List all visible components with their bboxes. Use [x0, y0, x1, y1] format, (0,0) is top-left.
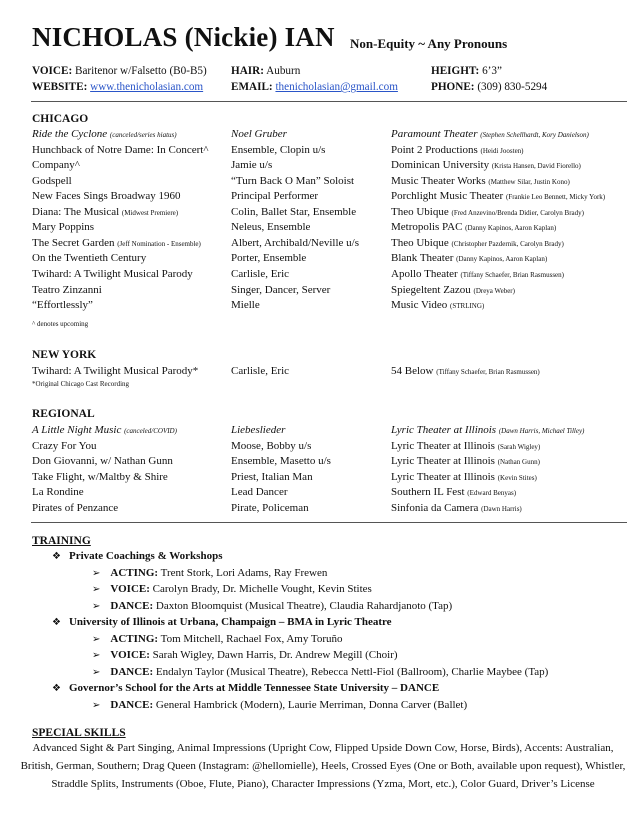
show-note: (Midwest Premiere) [121, 208, 179, 217]
credit-show [32, 268, 193, 280]
credit-venue [391, 252, 547, 264]
role-name: Carlisle, Eric [231, 267, 290, 280]
credit-role [231, 221, 310, 233]
credit-row [32, 252, 628, 267]
section-heading-regional: REGIONAL [32, 408, 95, 420]
role-name: Mielle [231, 299, 260, 312]
training-category: DANCE: [110, 698, 154, 711]
credit-row [32, 440, 628, 455]
role-name: Pirate, Policeman [231, 501, 309, 514]
diamond-bullet-icon: ❖ [52, 551, 61, 562]
venue-name: Paramount Theater [391, 128, 478, 140]
credit-show [32, 252, 146, 264]
venue-note: (Danny Kapinos, Aaron Kaplan) [456, 255, 548, 264]
venue-note: (Sarah Wigley) [497, 442, 541, 451]
credit-role [231, 252, 306, 264]
venue-note: (Edward Benyas) [467, 489, 517, 498]
voice-label: VOICE: [32, 65, 73, 77]
role-name: Ensemble, Clopin u/s [231, 143, 326, 156]
venue-note: (Danny Kapinos, Aaron Kaplan) [465, 224, 557, 233]
voice-value: Baritenor w/Falsetto (B0-B5) [74, 65, 207, 77]
show-title: The Secret Garden [32, 236, 115, 249]
venue-note: (Tiffany Schaefer, Brian Rasmussen) [436, 368, 540, 376]
training-item [92, 633, 343, 645]
credit-role [231, 455, 331, 467]
venue-name: 54 Below [391, 365, 434, 377]
show-title: Ride the Cyclone [32, 128, 108, 140]
venue-name: Southern IL Fest [391, 486, 465, 499]
training-group [52, 682, 439, 694]
credit-venue [391, 424, 584, 436]
credit-row [32, 471, 628, 486]
role-name: Lead Dancer [231, 486, 288, 499]
credit-row [32, 237, 628, 252]
venue-name: Lyric Theater at Illinois [391, 424, 497, 436]
hair-label: HAIR: [231, 65, 264, 77]
show-note: (canceled/COVID) [124, 427, 177, 435]
venue-name: Lyric Theater at Illinois [391, 455, 495, 468]
role-name: Noel Gruber [231, 128, 287, 140]
show-title: Teatro Zinzanni [32, 283, 102, 296]
credit-role [231, 175, 354, 187]
training-category: VOICE: [110, 583, 150, 595]
show-title: Pirates of Penzance [32, 501, 119, 514]
training-group-title: Governor’s School for the Arts at Middle Tennessee State University – DANCE [68, 682, 440, 694]
role-name: Singer, Dancer, Server [231, 283, 331, 296]
venue-name: Music Theater Works [391, 174, 486, 187]
hair-value: Auburn [266, 65, 301, 77]
arrow-bullet-icon: ➢ [92, 633, 101, 645]
training-teachers: Sarah Wigley, Dawn Harris, Dr. Andrew Megill (Choir) [152, 649, 398, 661]
venue-name: Theo Ubique [391, 205, 449, 218]
show-title: Twihard: A Twilight Musical Parody* [32, 365, 199, 377]
training-category: VOICE: [110, 649, 150, 661]
venue-name: Point 2 Productions [391, 143, 478, 156]
credit-row [32, 175, 628, 190]
diamond-bullet-icon: ❖ [52, 683, 61, 694]
credit-row [32, 365, 628, 380]
credit-row [32, 486, 628, 501]
resume-name: NICHOLAS (Nickie) IAN [32, 22, 335, 52]
section-heading-skills: SPECIAL SKILLS [32, 727, 126, 739]
credit-role [231, 365, 289, 377]
footnote-upcoming: ^ denotes upcoming [32, 320, 89, 328]
website-info [32, 81, 203, 93]
credit-show [32, 128, 177, 140]
show-note: (canceled/series hiatus) [109, 131, 177, 139]
credit-role [231, 502, 309, 514]
credit-role [231, 471, 313, 483]
show-title: New Faces Sings Broadway 1960 [32, 190, 181, 203]
credit-venue [391, 471, 537, 483]
venue-note: (Fred Anzevino/Brenda Didier, Carolyn Brady) [451, 208, 584, 217]
credit-venue [391, 455, 540, 467]
training-item [92, 567, 327, 579]
show-title: Crazy For You [32, 439, 97, 452]
credit-venue [391, 284, 515, 296]
venue-note: (Nathan Gunn) [497, 458, 540, 467]
role-name: Albert, Archibald/Neville u/s [231, 236, 359, 249]
credit-role [231, 144, 325, 156]
training-group-title: University of Illinois at Urbana, Champaign – BMA in Lyric Theatre [68, 616, 392, 628]
training-group [52, 616, 392, 628]
credit-role [231, 268, 289, 280]
credit-venue [391, 221, 556, 233]
credit-venue [391, 486, 516, 498]
training-teachers: Daxton Bloomquist (Musical Theatre), Claudia Rahardjanoto (Tap) [155, 599, 453, 612]
credit-venue [391, 175, 570, 187]
training-teachers: Endalyn Taylor (Musical Theatre), Rebecca Nettl-Fiol (Ballroom), Charlie Maybee (Tap) [155, 665, 549, 678]
arrow-bullet-icon: ➢ [92, 699, 101, 711]
venue-note: (Dreya Weber) [473, 286, 515, 295]
credit-row [32, 128, 628, 143]
height-info [431, 65, 502, 77]
role-name: Carlisle, Eric [231, 365, 290, 377]
credit-venue [391, 440, 540, 452]
show-title: Take Flight, w/Maltby & Shire [32, 470, 168, 483]
divider [31, 522, 627, 523]
arrow-bullet-icon: ➢ [92, 600, 101, 612]
role-name: Colin, Ballet Star, Ensemble [231, 205, 357, 218]
training-category: ACTING: [110, 566, 159, 579]
credit-role [231, 299, 260, 311]
role-name: Moose, Bobby u/s [231, 439, 312, 452]
voice-info [32, 65, 207, 77]
height-label: HEIGHT: [431, 65, 480, 77]
website-label: WEBSITE: [32, 81, 88, 93]
venue-name: Blank Theater [391, 252, 454, 265]
show-title: Don Giovanni, w/ Nathan Gunn [32, 455, 173, 468]
credit-role [231, 440, 311, 452]
credit-show [32, 365, 198, 377]
venue-note: (Stephen Schellhardt, Kory Danielson) [480, 131, 589, 139]
show-title: Diana: The Musical [32, 205, 120, 218]
credit-role [231, 424, 285, 436]
credit-row [32, 502, 628, 517]
role-name: Ensemble, Masetto u/s [231, 455, 331, 468]
venue-note: (Kevin Stites) [497, 473, 537, 482]
venue-note: (Dawn Harris, Michael Tilley) [498, 427, 585, 435]
credit-row [32, 299, 628, 314]
training-item [92, 699, 467, 711]
credit-role [231, 237, 359, 249]
website-link[interactable]: www.thenicholasian.com [90, 81, 204, 93]
venue-note: (Krista Hansen, David Fiorello) [491, 162, 581, 171]
credit-venue [391, 206, 584, 218]
credit-venue [391, 144, 524, 156]
venue-name: Spiegeltent Zazou [391, 283, 471, 296]
phone-value: (309) 830-5294 [477, 81, 548, 93]
venue-note: (Dawn Harris) [481, 504, 522, 513]
training-teachers: General Hambrick (Modern), Laurie Merriman, Donna Carver (Ballet) [155, 698, 468, 711]
credit-venue [391, 365, 540, 377]
credit-venue [391, 190, 605, 202]
credit-row [32, 206, 628, 221]
venue-name: Porchlight Music Theater [391, 190, 504, 203]
credit-row [32, 144, 628, 159]
diamond-bullet-icon: ❖ [52, 617, 61, 628]
credit-show [32, 159, 80, 171]
role-name: Porter, Ensemble [231, 252, 307, 265]
credit-role [231, 159, 272, 171]
show-title: La Rondine [32, 486, 84, 499]
credit-show [32, 206, 178, 218]
credit-role [231, 486, 288, 498]
credit-show [32, 486, 84, 498]
training-item [92, 583, 372, 595]
show-title: On the Twentieth Century [32, 252, 147, 265]
email-label: EMAIL: [231, 81, 273, 93]
union-pronouns: Non-Equity ~ Any Pronouns [350, 36, 508, 51]
arrow-bullet-icon: ➢ [92, 666, 101, 678]
credit-row [32, 268, 628, 283]
role-name: Principal Performer [231, 190, 319, 203]
credit-show [32, 144, 209, 156]
credit-show [32, 221, 94, 233]
credit-show [32, 440, 96, 452]
credit-venue [391, 502, 522, 514]
credit-row [32, 221, 628, 236]
venue-note: (Heidi Joosten) [480, 146, 524, 155]
venue-note: (Frankie Leo Bennett, Micky York) [505, 193, 606, 202]
phone-info [431, 81, 547, 93]
credit-show [32, 237, 201, 249]
role-name: “Turn Back O Man” Soloist [231, 174, 355, 187]
training-teachers: Trent Stork, Lori Adams, Ray Frewen [160, 566, 328, 579]
credit-show [32, 299, 93, 311]
credit-row [32, 159, 628, 174]
venue-name: Dominican University [391, 159, 490, 172]
arrow-bullet-icon: ➢ [92, 650, 101, 661]
venue-name: Apollo Theater [391, 267, 458, 280]
credit-show [32, 190, 180, 202]
credit-venue [391, 268, 564, 280]
training-category: DANCE: [110, 599, 154, 612]
venue-note: (STRLING) [450, 302, 485, 311]
credit-show [32, 424, 177, 436]
venue-note: (Christopher Pazdernik, Carolyn Brady) [451, 239, 564, 248]
credit-row [32, 284, 628, 299]
venue-note: (Matthew Silar, Justin Kono) [488, 177, 570, 186]
credit-venue [391, 299, 484, 311]
credit-row [32, 455, 628, 470]
credit-role [231, 128, 287, 140]
training-category: ACTING: [110, 632, 159, 645]
training-teachers: Tom Mitchell, Rachael Fox, Amy Toruño [160, 632, 343, 645]
training-item [92, 666, 548, 678]
credit-role [231, 206, 356, 218]
credit-role [231, 284, 330, 296]
skills-text: Advanced Sight & Part Singing, Animal Impressions (Upright Cow, Flipped Upside Down Cow, Horse, Birds), Accents: Australian, British, German, Southern; Drag Queen (Instagram: @hellomielle), Heels, Crossed Eyes (One or Both, available upon request), Whistler, Straddle Splits, Instruments (Oboe, Flute, Piano), Character Impressions (Yzma, Mort, etc.), Color Guard, Driver’s License [20, 742, 626, 790]
show-title: Company^ [32, 159, 80, 172]
venue-name: Theo Ubique [391, 236, 449, 249]
training-item [92, 649, 398, 661]
email-info [231, 81, 398, 93]
credit-row [32, 190, 628, 205]
venue-name: Lyric Theater at Illinois [391, 470, 495, 483]
email-link[interactable]: thenicholasian@gmail.com [275, 81, 398, 93]
training-category: DANCE: [110, 665, 154, 678]
credit-row [32, 424, 628, 439]
training-item [92, 600, 452, 612]
role-name: Priest, Italian Man [231, 470, 313, 483]
venue-name: Metropolis PAC [391, 221, 463, 234]
credit-show [32, 471, 168, 483]
credit-show [32, 502, 118, 514]
show-note: (Jeff Nomination - Ensemble) [117, 239, 201, 248]
divider [31, 101, 627, 102]
arrow-bullet-icon: ➢ [92, 584, 101, 595]
credit-venue [391, 159, 581, 171]
arrow-bullet-icon: ➢ [92, 567, 101, 579]
training-group [52, 550, 222, 562]
show-title: Hunchback of Notre Dame: In Concert^ [32, 143, 209, 156]
section-heading-newyork: NEW YORK [32, 349, 97, 361]
show-title: A Little Night Music [32, 424, 122, 436]
role-name: Jamie u/s [231, 159, 273, 172]
credit-show [32, 284, 102, 296]
venue-name: Sinfonia da Camera [391, 501, 479, 514]
credit-venue [391, 237, 564, 249]
credit-show [32, 455, 173, 467]
venue-note: (Tiffany Schaefer, Brian Rasmussen) [460, 270, 564, 279]
training-group-title: Private Coachings & Workshops [68, 550, 223, 562]
credit-venue [391, 128, 589, 140]
venue-name: Music Video [391, 299, 448, 312]
show-title: Twihard: A Twilight Musical Parody [32, 267, 193, 280]
hair-info [231, 65, 300, 77]
role-name: Liebeslieder [231, 424, 286, 436]
venue-name: Lyric Theater at Illinois [391, 439, 495, 452]
height-value: 6’3” [482, 65, 502, 77]
section-heading-training: TRAINING [32, 535, 91, 547]
credit-role [231, 190, 318, 202]
role-name: Neleus, Ensemble [231, 221, 311, 234]
show-title: “Effortlessly” [32, 299, 93, 312]
show-title: Mary Poppins [32, 221, 95, 234]
footnote-cast-recording: *Original Chicago Cast Recording [32, 380, 130, 388]
training-teachers: Carolyn Brady, Dr. Michelle Vought, Kevin Stites [152, 583, 372, 595]
phone-label: PHONE: [431, 81, 475, 93]
credit-show [32, 175, 72, 187]
section-heading-chicago: CHICAGO [32, 113, 89, 125]
show-title: Godspell [32, 174, 72, 187]
